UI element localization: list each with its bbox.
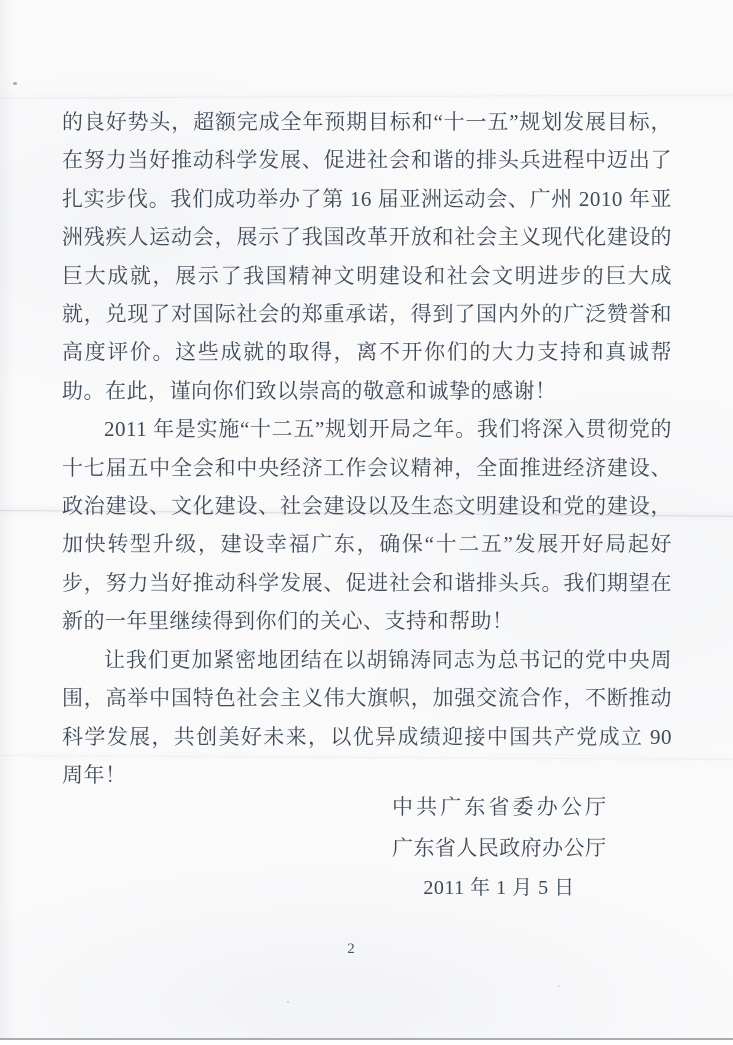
letter-body <box>62 103 672 794</box>
scan-speck <box>287 1001 289 1003</box>
paper-crease <box>0 94 733 98</box>
signature-org-government-office: 广东省人民政府办公厅 <box>392 835 606 860</box>
scan-bottom-strip <box>0 1040 733 1045</box>
signature-block <box>392 787 606 909</box>
paragraph: 2011 年是实施“十二五”规划开局之年。我们将深入贯彻党的十七届五中全会和中央经济工作会议精神，全面推进经济建设、政治建设、文化建设、社会建设以及生态文明建设和党的建设，加快转型升级，建设幸福广东，确保“十二五”发展开好局起好步，努力当好推动科学发展、促进社会和谐排头兵。我们期望在新的一年里继续得到你们的关心、支持和帮助！ <box>62 417 672 634</box>
signature-date: 2011 年 1 月 5 日 <box>423 877 575 899</box>
scan-speck <box>13 82 17 85</box>
paragraph: 让我们更加紧密地团结在以胡锦涛同志为总书记的党中央周围，高举中国特色社会主义伟大旗帜，加强交流合作，不断推动科学发展，共创美好未来，以优异成绩迎接中国共产党成立 90 周年！ <box>62 647 672 787</box>
signature-org-party-office: 中共广东省委办公厅 <box>392 795 606 819</box>
page-number: 2 <box>347 941 355 957</box>
scan-speck <box>558 985 560 987</box>
paragraph-continuation: 的良好势头，超额完成全年预期目标和“十一五”规划发展目标，在努力当好推动科学发展、促进社会和谐的排头兵进程中迈出了扎实步伐。我们成功举办了第 16 届亚洲运动会、广州 2010 年亚洲残疾人运动会，展示了我国改革开放和社会主义现代化建设的巨大成就，展示了我国精神文明建设和社会文明进步的巨大成就，兑现了对国际社会的郑重承诺，得到了国内外的广泛赞誉和高度评价。这些成就的取得，离不开你们的大力支持和真诚帮助。在此，谨向你们致以崇高的敬意和诚挚的感谢！ <box>62 110 672 403</box>
